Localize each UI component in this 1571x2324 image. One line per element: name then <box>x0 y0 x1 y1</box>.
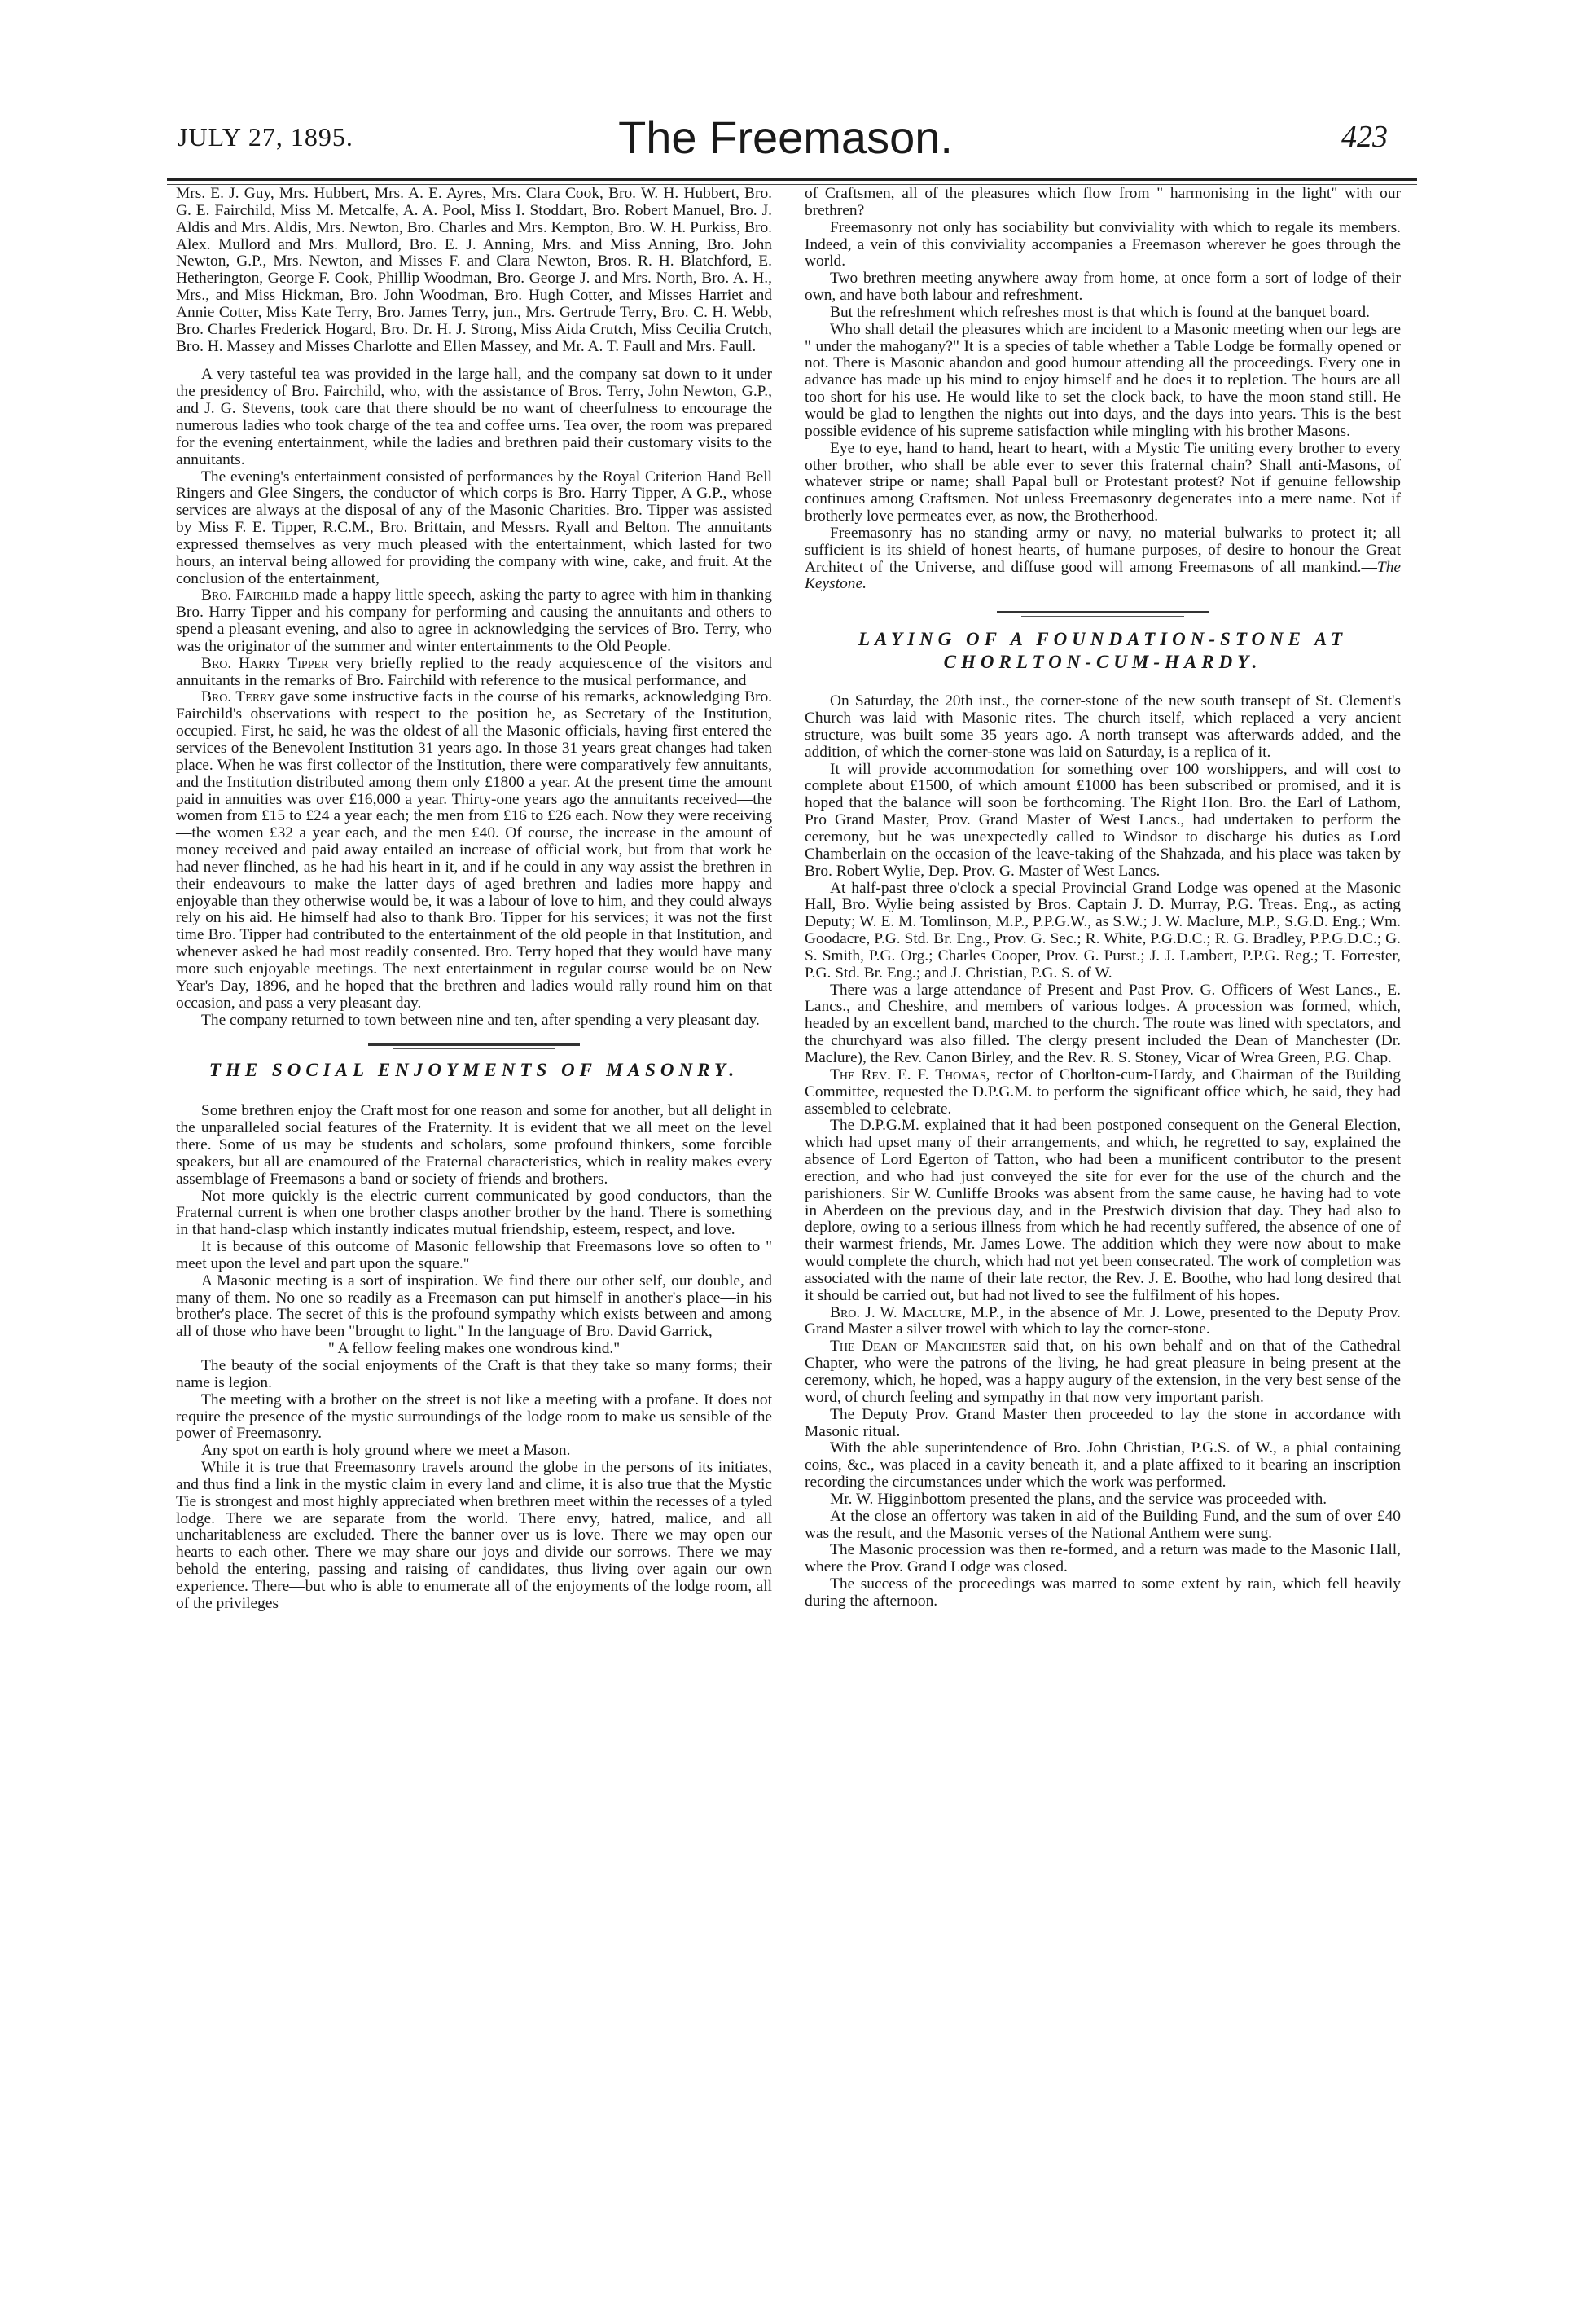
paragraph: The Deputy Prov. Grand Master then proceeded to lay the stone in accordance with Masonic ritual. <box>805 1405 1401 1440</box>
paragraph: Some brethren enjoy the Craft most for one reason and some for another, but all delight in the unparalleled social features of the Fraternity. It is evident that we all meet on the level there. Some of us may be students and scholars, some profound thinkers, some forcible speakers, but all are enamoured of the Fraternal characteristics, which in reality makes every assemblage of Freemasons a band or society of friends and brothers. <box>176 1102 772 1188</box>
article-heading: THE SOCIAL ENJOYMENTS OF MASONRY. <box>208 1060 739 1081</box>
speaker-name: Bro. Fairchild <box>201 586 300 604</box>
paragraph-text: very briefly replied to the ready acquiescence of the visitors and annuitants in the remarks of Bro. Fairchild with reference to the musical performance, and <box>176 654 772 689</box>
paragraph: With the able superintendence of Bro. John Christian, P.G.S. of W., a phial containing coins, &c., was placed in a cavity beneath it, and a plate affixed to it bearing an inscription recording the circumstances under which the work was performed. <box>805 1439 1401 1491</box>
paragraph <box>805 525 1401 593</box>
paragraph: A very tasteful tea was provided in the large hall, and the company sat down to it under the presidency of Bro. Fairchild, who, with the assistance of Bros. Terry, John Newton, G.P., and J. G. Stevens, took care that there should be no want of cheerfulness to encourage the numerous ladies who took charge of the tea and coffee urns. Tea over, the room was prepared for the evening entertainment, while the ladies and brethren paid their customary visits to the annuitants. <box>176 366 772 468</box>
paragraph: Not more quickly is the electric current communicated by good conductors, than the Fraternal current is when one brother clasps another brother by the hand. There is something in that hand-clasp which instantly indicates mutual friendship, esteem, respect, and love. <box>176 1187 772 1239</box>
section-rule <box>368 1043 580 1046</box>
paragraph: The success of the proceedings was marred to some extent by rain, which fell heavily during the afternoon. <box>805 1575 1401 1610</box>
section-rule <box>997 611 1209 613</box>
paragraph-text: M.P., in the absence of Mr. J. Lowe, presented to the Deputy Prov. Grand Master a silver trowel with which to lay the corner-stone. <box>805 1303 1401 1338</box>
paragraph: At half-past three o'clock a special Provincial Grand Lodge was opened at the Masonic Hall, Bro. Wylie being assisted by Bros. Captain J. D. Murray, P.G. Treas. Eng., as acting Deputy; W. E. M. Tomlinson, M.P., P.P.G.W., as S.W.; J. W. Maclure, M.P., S.G.D. Eng.; Wm. Goodacre, P.G. Std. Br. Eng., Prov. G. Sec.; R. White, P.G.D.C.; R. G. Bradley, P.P.G.D.C.; G. S. Smith, P.G. Org.; Charles Cooper, Prov. G. Purst.; J. J. Lambert, P.P.G. Reg.; T. Forrester, P.G. Std. Br. Eng.; and J. Christian, P.G. S. of W. <box>805 879 1401 982</box>
paragraph-text: gave some instructive facts in the course of his remarks, acknowledging Bro. Fairchild's observations with respect to the position he, as Secretary of the Institution, occupied. First, he said, he was the oldest of all the Masonic officials, having first entered the services of the Benevolent Institution 31 years ago. In those 31 years great changes had taken place. When he was first collector of the Institution, there were comparatively few annuitants, and the Institution distributed among them only £1800 a year. At the present time the amount paid in annuities was over £16,000 a year. Thirty-one years ago the annuitants received—the women from £15 to £24 a year each; the men from £16 to £26 each. Now they were receiving—the women £32 a year each, and the men £40. Of course, the increase in the amount of money received and paid away entailed an increase of official work, but from that work he had never flinched, as he had his heart in it, and if he could in any way assist the brethren in their endeavours to make the latter days of aged brethren and ladies more happy and enjoyable than they otherwise would be, it was a labour of love to him, and they could always rely on his aid. He himself had also to thank Bro. Tipper for his services; it was not the first time Bro. Tipper had contributed to the entertainment of the old people in that Institution, and whenever asked he had most readily consented. Bro. Terry hoped that they would have many more such enjoyable meetings. The next entertainment in regular course would be on New Year's Day, 1896, and he hoped that the brethren and ladies would rally round him on that occasion, and pass a very pleasant day. <box>176 688 773 1012</box>
attendee-list: Mrs. E. J. Guy, Mrs. Hubbert, Mrs. A. E. Ayres, Mrs. Clara Cook, Bro. W. H. Hubbert, Bro. G. E. Fairchild, Miss M. Metcalfe, A. A. Pool, Miss I. Stoddart, Bro. Robert Manuel, Bro. J. Aldis and Mrs. Aldis, Mrs. Newton, Bro. Charles and Mrs. Kempton, Bro. W. H. Purkiss, Bro. Alex. Mullord and Mrs. Mullord, Bro. E. J. Anning, Mrs. and Miss Anning, Bro. John Newton, G.P., Mrs. Newton, and Misses F. and Clara Newton, Bros. R. H. Blatchford, E. Hetherington, George F. Cook, Phillip Woodman, Bro. George J. and Mrs. North, Bro. A. H., Mrs., and Miss Hickman, Bro. John Woodman, Bro. Hugh Cotter, and Misses Harriet and Annie Cotter, Miss Kate Terry, Bro. James Terry, jun., Mrs. Gertrude Terry, Bro. C. H. Webb, Bro. Charles Frederick Hogard, Bro. Dr. H. J. Strong, Miss Aida Crutch, Miss Cecilia Crutch, Bro. H. Massey and Misses Charlotte and Ellen Massey, and Mr. A. T. Faull and Mrs. Faull. <box>176 185 772 355</box>
paragraph: The beauty of the social enjoyments of the Craft is that they take so many forms; their name is legion. <box>176 1357 772 1391</box>
paragraph: It will provide accommodation for something over 100 worshippers, and will cost to complete about £1500, of which amount £1000 has been subscribed or promised, and it is hoped that the balance will soon be forthcoming. The Right Hon. Bro. the Earl of Lathom, Pro Grand Master, Prov. Grand Master of West Lancs., had undertaken to perform the ceremony, but he was unexpectedly called to Windsor to discharge his duties as Lord Chamberlain on the occasion of the leave-taking of the Shahzada, and his place was taken by Bro. Robert Wylie, Dep. Prov. G. Master of West Lancs. <box>805 760 1401 880</box>
left-column <box>176 186 772 1613</box>
article-heading-line2: CHORLTON-CUM-HARDY. <box>943 652 1262 673</box>
paragraph-text: rector of Chorlton-cum-Hardy, and Chairman of the Building Committee, requested the D.P.G.M. to perform the significant office which, he said, they had assembled to celebrate. <box>805 1065 1401 1118</box>
speaker-name: The Rev. E. F. Thomas, <box>830 1065 990 1083</box>
paragraph: The company returned to town between nine and ten, after spending a very pleasant day. <box>201 1011 760 1029</box>
paragraph: There was a large attendance of Present and Past Prov. G. Officers of West Lancs., E. Lancs., and Cheshire, and members of various lodges. A procession was formed, which, headed by an excellent band, marched to the church. The route was lined with spectators, and the churchyard was also filled. The clergy present included the Dean of Manchester (Dr. Maclure), the Rev. Canon Birley, and the Rev. R. S. Stoney, Vicar of Wrea Green, P.G. Chap. <box>805 981 1401 1066</box>
paragraph: The evening's entertainment consisted of performances by the Royal Criterion Hand Bell Ringers and Glee Singers, the conductor of which corps is Bro. Harry Tipper, A G.P., whose services are always at the disposal of any of the Masonic Charities. Bro. Tipper was assisted by Miss F. E. Tipper, R.C.M., Bro. Brittain, and Messrs. Ryall and Belton. The annuitants expressed themselves as very much pleased with the entertainment, which lasted for two hours, an interval being allowed for providing the company with wine, cake, and fruit. At the conclusion of the entertainment, <box>176 468 772 587</box>
speaker-name: The Dean of Manchester <box>830 1338 1007 1355</box>
paragraph <box>176 689 772 1012</box>
paragraph <box>805 1338 1401 1406</box>
speaker-name: Bro. Terry <box>201 688 275 706</box>
paragraph <box>176 587 772 655</box>
paragraph: A Masonic meeting is a sort of inspiration. We find there our other self, our double, and many of them. No one so readily as a Freemason can put himself in another's place—in his brother's place. The secret of this is the profound sympathy which exists between and among all of those who have been "brought to light." In the language of Bro. David Garrick, <box>176 1272 772 1341</box>
quotation: " A fellow feeling makes one wondrous kind." <box>327 1340 621 1358</box>
article-heading: LAYING OF A FOUNDATION-STONE AT <box>858 629 1348 650</box>
source-credit: The Keystone. <box>805 558 1401 593</box>
paragraph: Freemasonry not only has sociability but conviviality with which to regale its members. Indeed, a vein of this conviviality accompanies a Freemason wherever he goes through the world. <box>805 218 1401 270</box>
paragraph: Eye to eye, hand to hand, heart to heart, with a Mystic Tie uniting every brother to every other brother, who shall be able ever to sever this fraternal chain? Shall anti-Masons, of whatever stripe or name; shall Papal bull or Protestant protest? Not if genuine fellowship continues among Craftsmen. Not unless Freemasonry degenerates into a mere name. Not if brotherly love permeates ever, as now, the Brotherhood. <box>805 439 1401 525</box>
paragraph: Two brethren meeting anywhere away from home, at once form a sort of lodge of their own, and have both labour and refreshment. <box>805 270 1401 305</box>
paragraph: It is because of this outcome of Masonic fellowship that Freemasons love so often to " meet upon the level and part upon the square." <box>176 1238 772 1272</box>
paragraph: The D.P.G.M. explained that it had been postponed consequent on the General Election, which had upset many of their arrangements, and which, he regretted to say, explained the absence of Lord Egerton of Tatton, who had been a munificent contributor to the present erection, and who had just conveyed the site for ever for the use of the church and the parishioners. Sir W. Cunliffe Brooks was absent from the same cause, he having had to vote in Aberdeen on the previous day, and in the Prestwich division that day. They had also to deplore, owing to a serious illness from which he had recently suffered, the absence of one of their warmest friends, Mr. James Lowe. The addition which they were now about to make would complete the church, which had not yet been consecrated. The work of completion was associated with the name of their late rector, the Rev. J. E. Boothe, who had long desired that it should be carried out, but had not lived to see the fulfilment of his hopes. <box>805 1117 1401 1304</box>
issue-date: JULY 27, 1895. <box>178 122 353 152</box>
paragraph: But the refreshment which refreshes most is that which is found at the banquet board. <box>830 303 1370 321</box>
page-number: 423 <box>1341 120 1388 154</box>
speaker-name: Bro. Harry Tipper <box>201 654 329 672</box>
paragraph <box>805 1067 1401 1118</box>
masthead <box>0 112 1571 181</box>
paragraph: Who shall detail the pleasures which are incident to a Masonic meeting when our legs are " under the mahogany?" It is a species of table whether a Table Lodge be formally opened or not. There is Masonic abandon and good humour attending all the proceedings. Every one in advance has made up his mind to enjoy himself and he does it to repletion. The hours are all too short for his use. He would like to set the clock back, to have the moon stand still. He would be glad to lengthen the nights out into days, and the days into years. This is the best possible evidence of his supreme satisfaction while mingling with his brother Masons. <box>805 320 1401 440</box>
paragraph: Mr. W. Higginbottom presented the plans, and the service was proceeded with. <box>830 1490 1327 1508</box>
paragraph: Any spot on earth is holy ground where we meet a Mason. <box>201 1442 571 1460</box>
newspaper-title: The Freemason. <box>618 112 953 163</box>
paragraph-text: said that, on his own behalf and on that of the Cathedral Chapter, who were the patrons of the living, he had great pleasure in being present at the ceremony, which, he hoped, was a happy augury of the extension, in the very best sense of the word, of church feeling and sympathy in that now very important parish. <box>805 1338 1401 1406</box>
paragraph-text: Freemasonry has no standing army or navy, no material bulwarks to protect it; all sufficient is its shield of honest hearts, of humane purposes, of desire to honour the Great Architect of the Universe, and diffuse good will among Freemasons of all mankind.— <box>805 524 1401 576</box>
paragraph: The Masonic procession was then re-formed, and a return was made to the Masonic Hall, where the Prov. Grand Lodge was closed. <box>805 1541 1401 1576</box>
paragraph: While it is true that Freemasonry travels around the globe in the persons of its initiates, and thus find a link in the mystic claim in every land and clime, it is also true that the Mystic Tie is strongest and most highly appreciated when brethren meet within the recesses of a tyled lodge. There we are separate from the world. There envy, hatred, malice, and all uncharitableness are excluded. There the banner over us is love. There we may open our hearts to each other. There we may share our joys and divide our sorrows. There we may behold the entering, passing and raising of candidates, thus living over again our own experience. There—but who is able to enumerate all of the enjoyments of the lodge room, all of the privileges <box>176 1459 772 1612</box>
right-column <box>805 186 1401 1610</box>
paragraph <box>176 656 772 690</box>
paragraph: At the close an offertory was taken in aid of the Building Fund, and the sum of over £40 was the result, and the Masonic verses of the National Anthem were sung. <box>805 1507 1401 1542</box>
paragraph: The meeting with a brother on the street is not like a meeting with a profane. It does not require the presence of the mystic surroundings of the lodge room to make us sensible of the power of Freemasonry. <box>176 1390 772 1443</box>
masthead-rule <box>167 178 1417 181</box>
paragraph-text: made a happy little speech, asking the party to agree with him in thanking Bro. Harry Tipper and his company for performing and causing the annuitants and others to spend a pleasant evening, and also to agree in acknowledging the services of Bro. Terry, who was the originator of the summer and winter entertainments to the Old People. <box>176 586 772 655</box>
speaker-name: Bro. J. W. Maclure, <box>830 1303 966 1321</box>
paragraph <box>805 1305 1401 1339</box>
paragraph: On Saturday, the 20th inst., the corner-stone of the new south transept of St. Clement's Church was laid with Masonic rites. The church itself, which replaced a very ancient structure, was built some 35 years ago. A north transept was afterwards added, and the addition, of which the corner-stone was laid on Saturday, is a replica of it. <box>805 692 1401 761</box>
paragraph: of Craftsmen, all of the pleasures which flow from " harmonising in the light" with our brethren? <box>805 185 1401 219</box>
